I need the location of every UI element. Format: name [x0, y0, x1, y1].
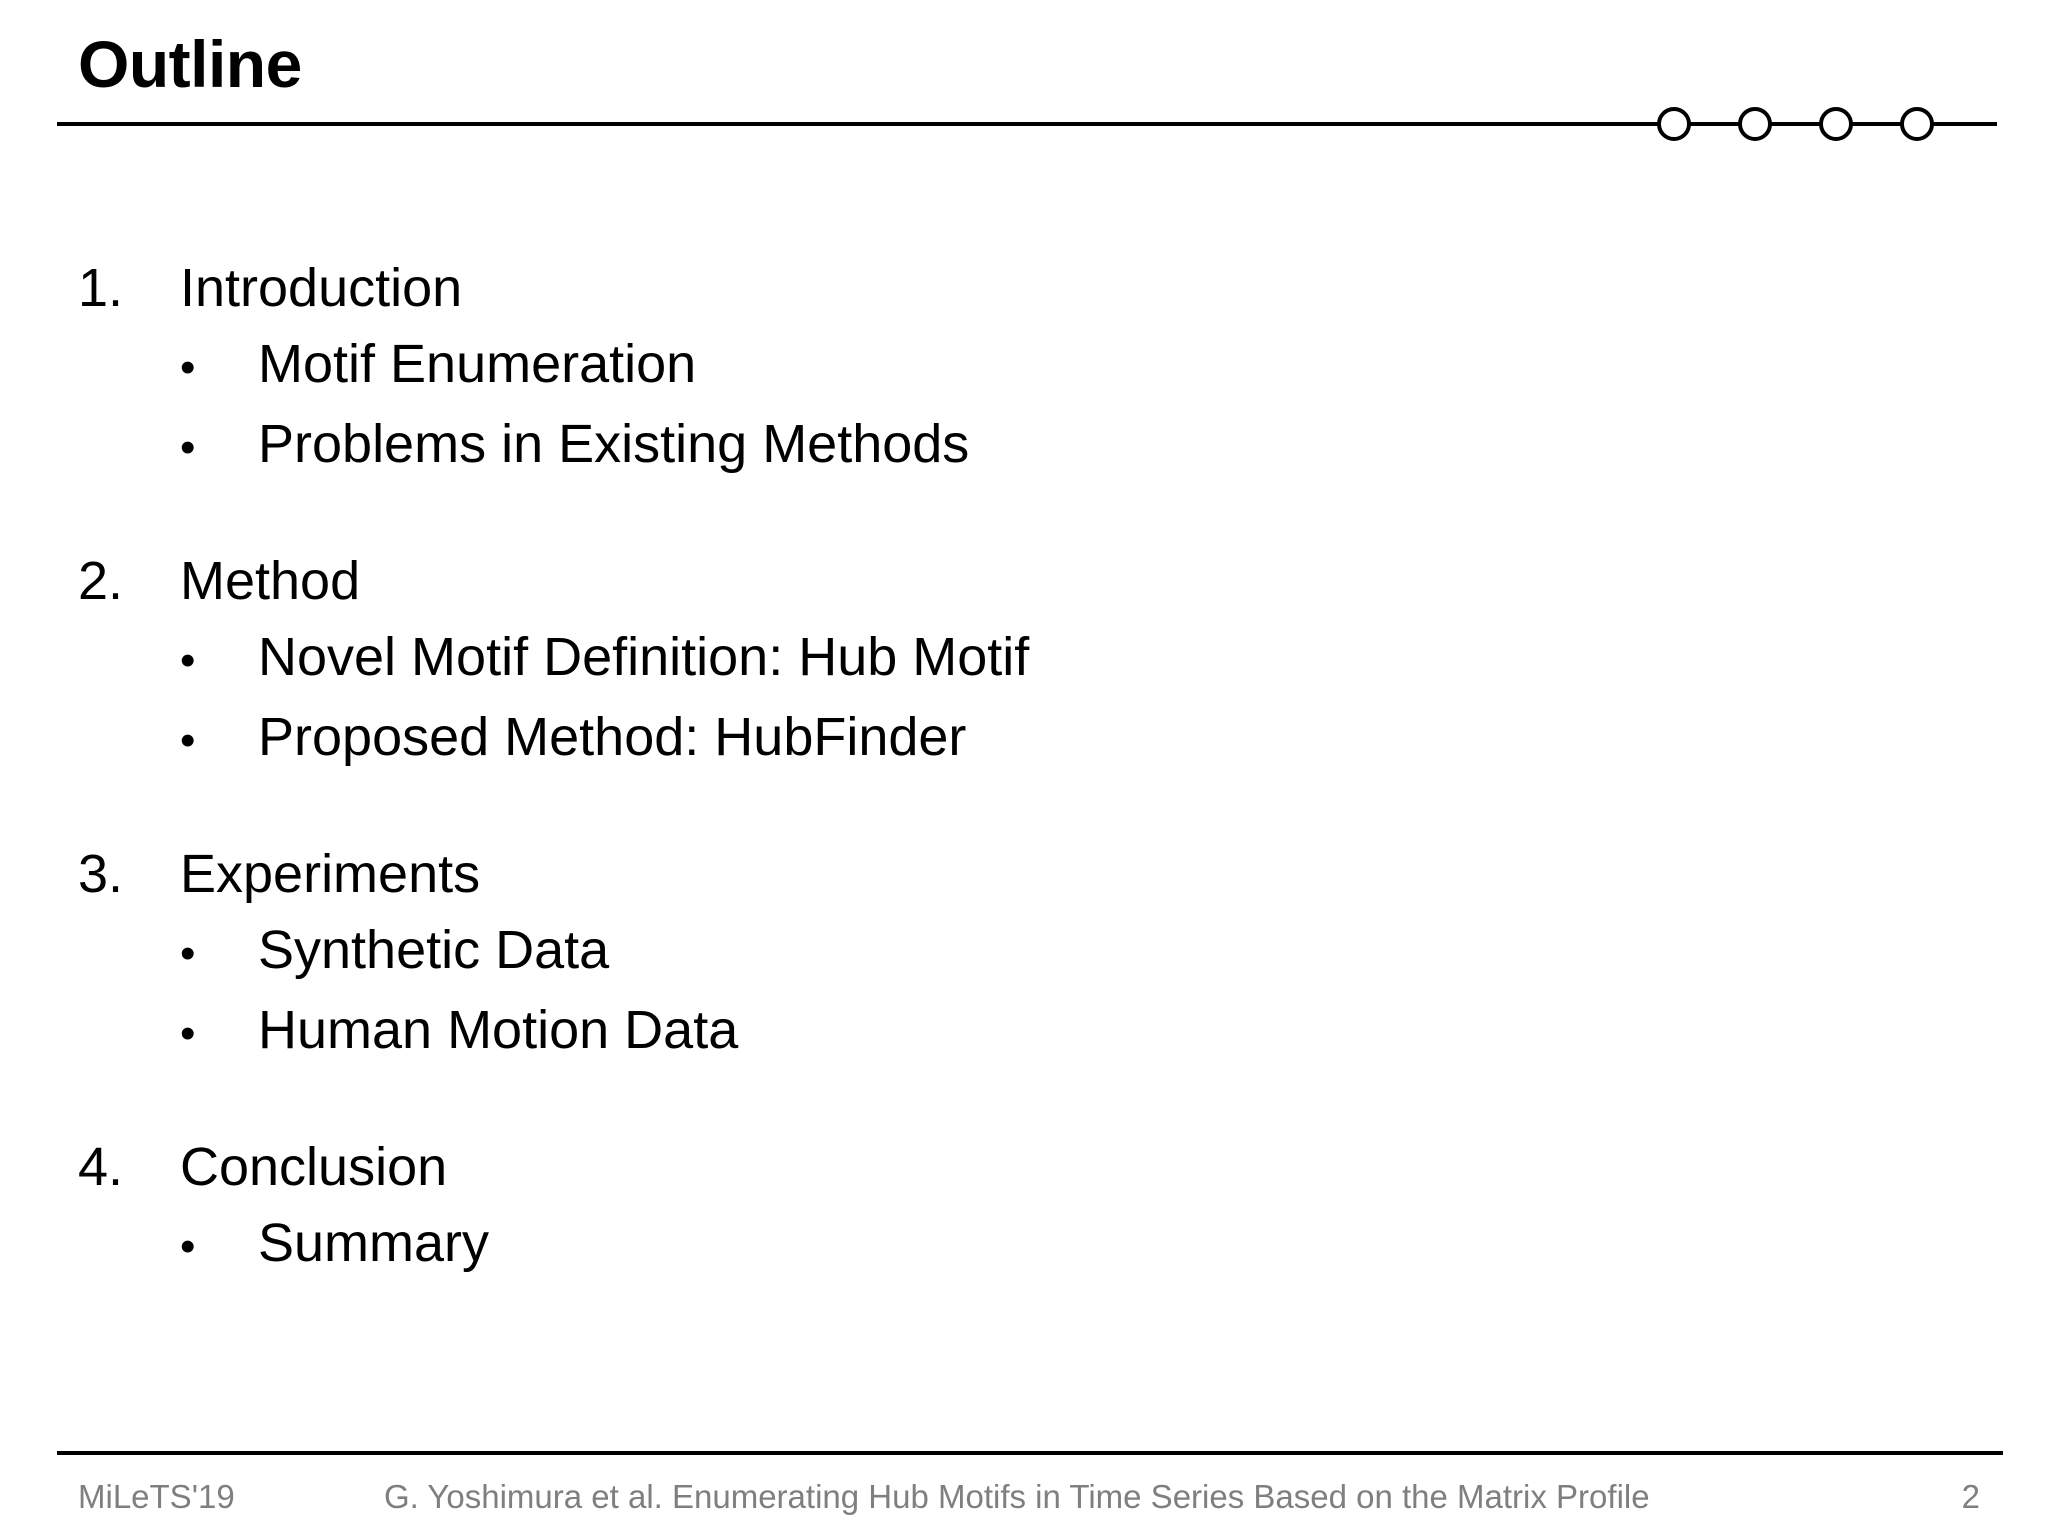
- page-number: 2: [1961, 1478, 1980, 1515]
- progress-dot-icon: [1902, 109, 1932, 139]
- section-title: Experiments: [180, 844, 481, 904]
- list-item-text: Proposed Method: HubFinder: [258, 707, 967, 767]
- bullet-icon: •: [180, 1009, 196, 1058]
- footer-citation: G. Yoshimura et al. Enumerating Hub Motifs in Time Series Based on the Matrix Profile: [384, 1478, 1650, 1515]
- section-heading: [78, 543, 1878, 619]
- sub-list: [78, 326, 1878, 486]
- sub-list: [78, 1205, 1878, 1285]
- bullet-icon: •: [180, 423, 196, 472]
- bullet-icon: •: [180, 929, 196, 978]
- section-title: Method: [180, 551, 361, 611]
- footer-divider-line: [57, 1451, 2003, 1455]
- list-item: [78, 619, 1878, 699]
- sub-list: [78, 619, 1878, 779]
- list-item-text: Motif Enumeration: [258, 334, 697, 394]
- list-item-text: Summary: [258, 1213, 490, 1273]
- list-item: [78, 992, 1878, 1072]
- outline-section-introduction: [78, 250, 1878, 486]
- outline-list: [78, 250, 1878, 1342]
- slide-title: Outline: [78, 27, 302, 101]
- list-item-text: Synthetic Data: [258, 920, 610, 980]
- list-item-text: Human Motion Data: [258, 1000, 739, 1060]
- sub-list: [78, 912, 1878, 1072]
- section-title: Conclusion: [180, 1137, 448, 1197]
- bullet-icon: •: [180, 343, 196, 392]
- progress-dot-icon: [1659, 109, 1689, 139]
- list-item: [78, 699, 1878, 779]
- section-number: 2.: [78, 551, 124, 611]
- bullet-icon: •: [180, 1222, 196, 1271]
- footer-venue: MiLeTS'19: [78, 1478, 235, 1515]
- header-rule: [0, 0, 2048, 160]
- outline-section-experiments: [78, 836, 1878, 1072]
- bullet-icon: •: [180, 636, 196, 685]
- section-heading: [78, 1129, 1878, 1205]
- section-heading: [78, 836, 1878, 912]
- list-item: [78, 912, 1878, 992]
- list-item-text: Problems in Existing Methods: [258, 414, 970, 474]
- bullet-icon: •: [180, 716, 196, 765]
- outline-section-method: [78, 543, 1878, 779]
- section-number: 1.: [78, 258, 124, 318]
- progress-dot-icon: [1821, 109, 1851, 139]
- section-number: 3.: [78, 844, 124, 904]
- section-heading: [78, 250, 1878, 326]
- list-item: [78, 1205, 1878, 1285]
- progress-dot-icon: [1740, 109, 1770, 139]
- list-item-text: Novel Motif Definition: Hub Motif: [258, 627, 1030, 687]
- outline-section-conclusion: [78, 1129, 1878, 1285]
- slide-footer: [0, 1478, 2048, 1528]
- section-title: Introduction: [180, 258, 463, 318]
- list-item: [78, 326, 1878, 406]
- section-number: 4.: [78, 1137, 124, 1197]
- list-item: [78, 406, 1878, 486]
